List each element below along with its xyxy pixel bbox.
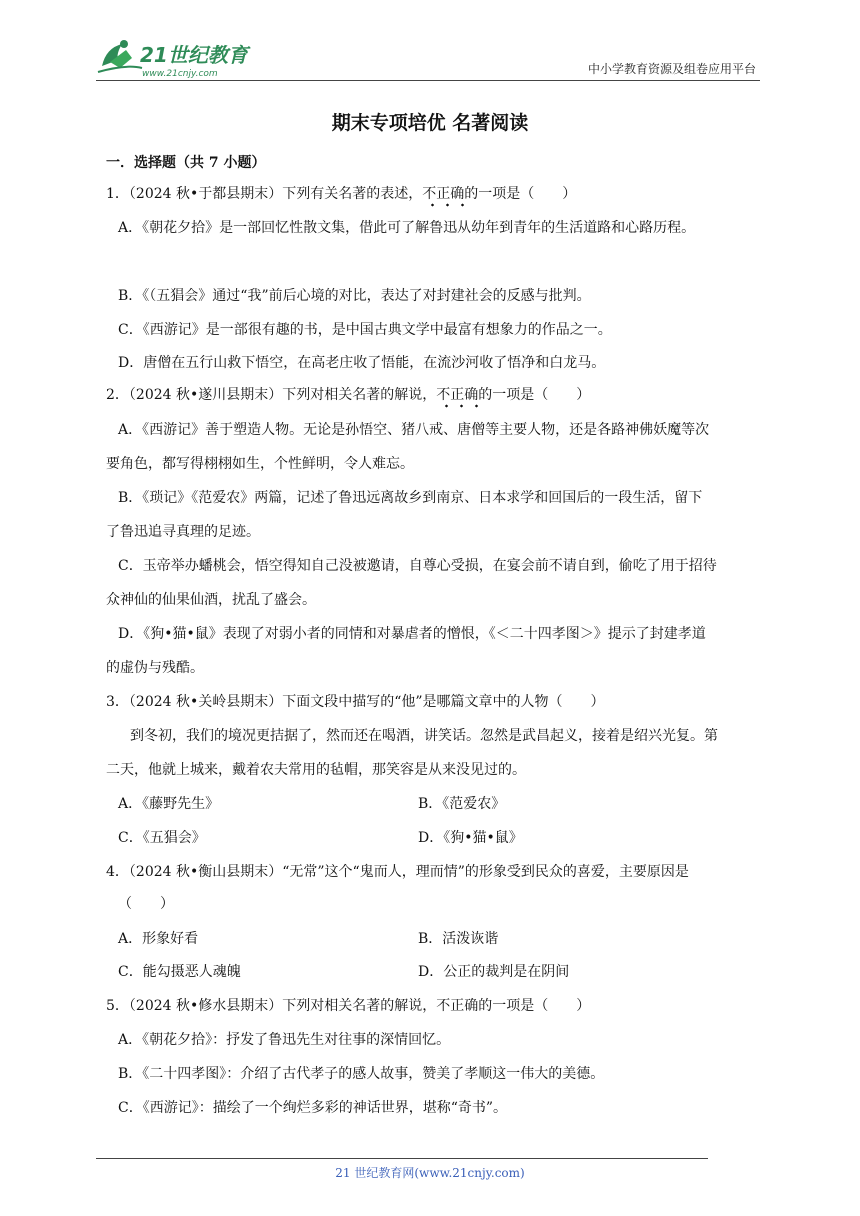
question-4-stem-line2: （ ）	[118, 896, 174, 912]
question-2-option-a-line1: A．《西游记》善于塑造人物。无论是孙悟空、猪八戒、唐僧等主要人物，还是各路神佛妖魔等次	[118, 422, 710, 438]
page-title: 期末专项培优 名著阅读	[331, 112, 529, 134]
question-1-option-b: B．《（五猖会》通过“我”前后心境的对比，表达了对封建社会的反感与批判。	[118, 288, 591, 304]
question-1-stem-pre: 1．（2024 秋•于都县期末）下列有关名著的表述，	[106, 186, 423, 202]
question-3-option-c: C．《五猖会》	[118, 830, 206, 846]
question-5-option-c: C．《西游记》：描绘了一个绚烂多彩的神话世界，堪称“奇书”。	[118, 1100, 508, 1116]
question-2-option-a-line2: 要角色，都写得栩栩如生，个性鲜明，令人难忘。	[106, 456, 414, 472]
question-5-option-b: B．《二十四孝图》：介绍了古代孝子的感人故事，赞美了孝顺这一伟大的美德。	[118, 1066, 605, 1082]
question-3-passage-line2: 二天，他就上城来，戴着农夫常用的毡帽，那笑容是从来没见过的。	[106, 762, 526, 778]
question-2-option-d-line2: 的虚伪与残酷。	[106, 660, 204, 676]
question-1-option-d: D．唐僧在五行山救下悟空，在高老庄收了悟能，在流沙河收了悟净和白龙马。	[118, 355, 606, 371]
page-header	[96, 36, 760, 80]
logo-text: 21世纪教育	[140, 43, 248, 67]
footer-divider	[96, 1158, 708, 1159]
question-2-option-b-line1: B．《琐记》《范爱农》两篇，记述了鲁迅远离故乡到南京、日本求学和回国后的一段生活，留下	[118, 490, 703, 506]
question-1-option-a: A．《朝花夕拾》是一部回忆性散文集，借此可了解鲁迅从幼年到青年的生活道路和心路历程。	[118, 220, 696, 236]
page-footer[interactable]: 21 世纪教育网(www.21cnjy.com)	[335, 1166, 525, 1180]
question-4-option-d: D．公正的裁判是在阴间	[418, 964, 570, 980]
site-name: 中小学教育资源及组卷应用平台	[587, 62, 756, 76]
question-4-option-c: C．能勾摄恶人魂魄	[118, 964, 241, 980]
question-2-stem-pre: 2．（2024 秋•遂川县期末）下列对相关名著的解说，	[106, 387, 437, 403]
question-1-emphasis: 不正确	[422, 186, 464, 208]
question-2-emphasis: 不正确	[436, 387, 478, 409]
question-4-stem-line1: 4．（2024 秋•衡山县期末）“无常”这个“鬼而人，理而情”的形象受到民众的喜爱，主要原因是	[106, 864, 689, 880]
logo-url: www.21cnjy.com	[142, 69, 218, 79]
question-2-stem	[106, 385, 590, 405]
question-3-option-d: D．《狗•猫•鼠》	[418, 830, 523, 846]
question-5-option-a: A．《朝花夕拾》：抒发了鲁迅先生对往事的深情回忆。	[118, 1032, 451, 1048]
question-4-option-a: A．形象好看	[118, 931, 199, 947]
section-heading: 一．选择题（共 7 小题）	[106, 155, 266, 171]
question-2-option-d-line1: D．《狗•猫•鼠》表现了对弱小者的同情和对暴虐者的憎恨，《＜二十四孝图＞》提示了封建孝道	[118, 626, 706, 642]
question-2-option-c-line1: C．玉帝举办蟠桃会，悟空得知自己没被邀请，自尊心受损，在宴会前不请自到，偷吃了用于招待	[118, 558, 717, 574]
question-2-option-c-line2: 众神仙的仙果仙酒，扰乱了盛会。	[106, 592, 316, 608]
question-1-stem-post: 的一项是（ ）	[464, 186, 577, 202]
question-3-passage-line1: 到冬初，我们的境况更拮据了，然而还在喝酒，讲笑话。忽然是武昌起义，接着是绍兴光复。第	[130, 728, 718, 744]
question-2-stem-post: 的一项是（ ）	[478, 387, 591, 403]
question-3-option-b: B．《范爱农》	[418, 796, 506, 812]
header-divider	[96, 80, 760, 81]
question-1-option-c: C．《西游记》是一部很有趣的书，是中国古典文学中最富有想象力的作品之一。	[118, 322, 612, 338]
question-5-stem: 5．（2024 秋•修水县期末）下列对相关名著的解说，不正确的一项是（ ）	[106, 998, 591, 1014]
question-4-option-b: B．活泼诙谐	[418, 931, 499, 947]
question-1-stem	[106, 184, 576, 204]
question-3-stem: 3．（2024 秋•关岭县期末）下面文段中描写的“他”是哪篇文章中的人物（ ）	[106, 694, 605, 710]
logo	[96, 36, 266, 80]
question-3-option-a: A．《藤野先生》	[118, 796, 220, 812]
question-2-option-b-line2: 了鲁迅追寻真理的足迹。	[106, 524, 260, 540]
